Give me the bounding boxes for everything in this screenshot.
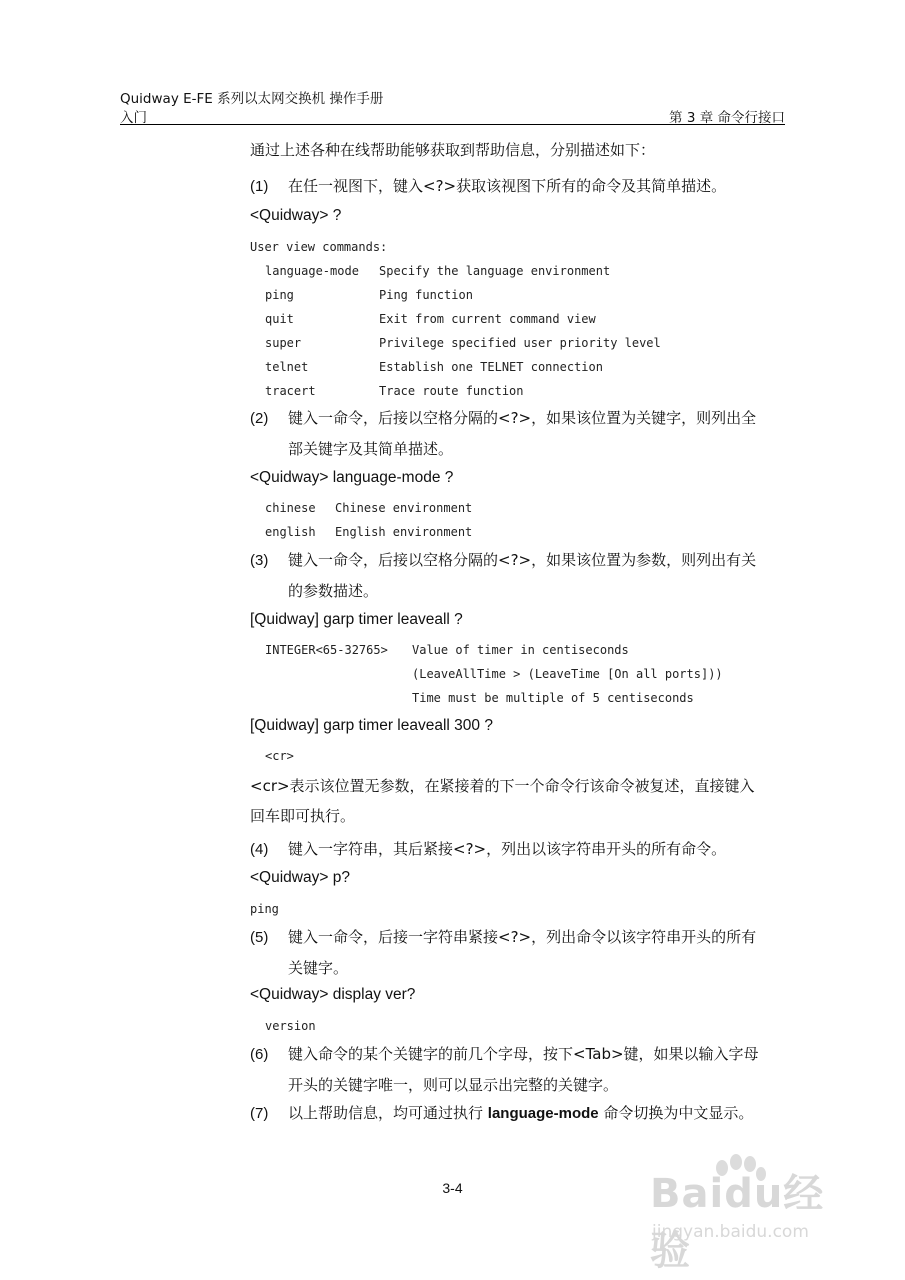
page-number: 3-4 [442,1180,463,1196]
prompt-5: <Quidway> p? [250,869,350,886]
code-language-list [265,501,800,549]
item-number: (1) [250,178,269,195]
list-item-7: (7) 以上帮助信息，均可通过执行 language-mode 命令切换为中文显示。 [250,1104,754,1122]
code-row: english English environment [265,525,473,539]
code-command-list [265,264,800,408]
prompt-4: [Quidway] garp timer leaveall 300 ? [250,717,493,734]
code-user-view: User view commands: [250,240,388,254]
code-version: version [265,1019,316,1033]
code-integer-block: INTEGER<65-32765> Value of timer in centiseconds (LeaveAllTime > (LeaveTime [On all ports])) Time must be multiple of 5 centiseconds [265,643,723,705]
code-row: super Privilege specified user priority level [265,336,661,350]
code-row: language-mode Specify the language environment [265,264,611,278]
code-integer: INTEGER<65-32765> [265,643,388,657]
list-item-4: (4) 键入一字符串，其后紧接<?>，列出以该字符串开头的所有命令。 [250,840,727,858]
list-item-6: (6) 键入命令的某个关键字的前几个字母，按下<Tab>键，如果以输入字母 开头的关键字唯一，则可以显示出完整的关键字。 [250,1045,759,1094]
prompt-6: <Quidway> display ver? [250,986,416,1003]
list-item-2: (2) 键入一命令，后接以空格分隔的<?>，如果该位置为关键字，则列出全 部关键字及其简单描述。 [250,409,757,458]
prompt-3: [Quidway] garp timer leaveall ? [250,611,463,628]
header-title: Quidway E-FE 系列以太网交换机 操作手册 [120,91,384,107]
list-item-3: (3) 键入一命令，后接以空格分隔的<?>，如果该位置为参数，则列出有关 的参数描述。 [250,551,757,600]
code-row: telnet Establish one TELNET connection [265,360,603,374]
code-row: ping Ping function [265,288,473,302]
watermark-brand: Baidu经验 [650,1171,825,1274]
list-item-1 [250,171,785,202]
prompt-2: <Quidway> language-mode ? [250,469,454,486]
cr-note: <cr>表示该位置无参数，在紧接着的下一个命令行该命令被复述，直接键入 回车即可执行。 [250,777,755,825]
header-chapter: 第 3 章 命令行接口 [669,110,785,126]
code-ping: ping [250,902,279,916]
code-row: quit Exit from current command view [265,312,596,326]
list-item-5: (5) 键入一命令，后接一字符串紧接<?>，列出命令以该字符串开头的所有 关键字。 [250,928,757,977]
intro-paragraph: 通过上述各种在线帮助能够获取到帮助信息，分别描述如下： [250,141,656,159]
code-row: tracert Trace route function [265,384,524,398]
prompt-1: <Quidway> ? [250,207,342,224]
code-cr: <cr> [265,749,294,763]
command-keyword: language-mode [487,1105,599,1122]
baidu-watermark [640,1150,860,1274]
header-rule [120,124,785,125]
code-row: chinese Chinese environment [265,501,473,515]
item-text: 在任一视图下，键入<?>获取该视图下所有的命令及其简单描述。 [288,177,727,195]
header-section: 入门 [120,110,147,126]
watermark-url: jingyan.baidu.com [652,1222,809,1242]
